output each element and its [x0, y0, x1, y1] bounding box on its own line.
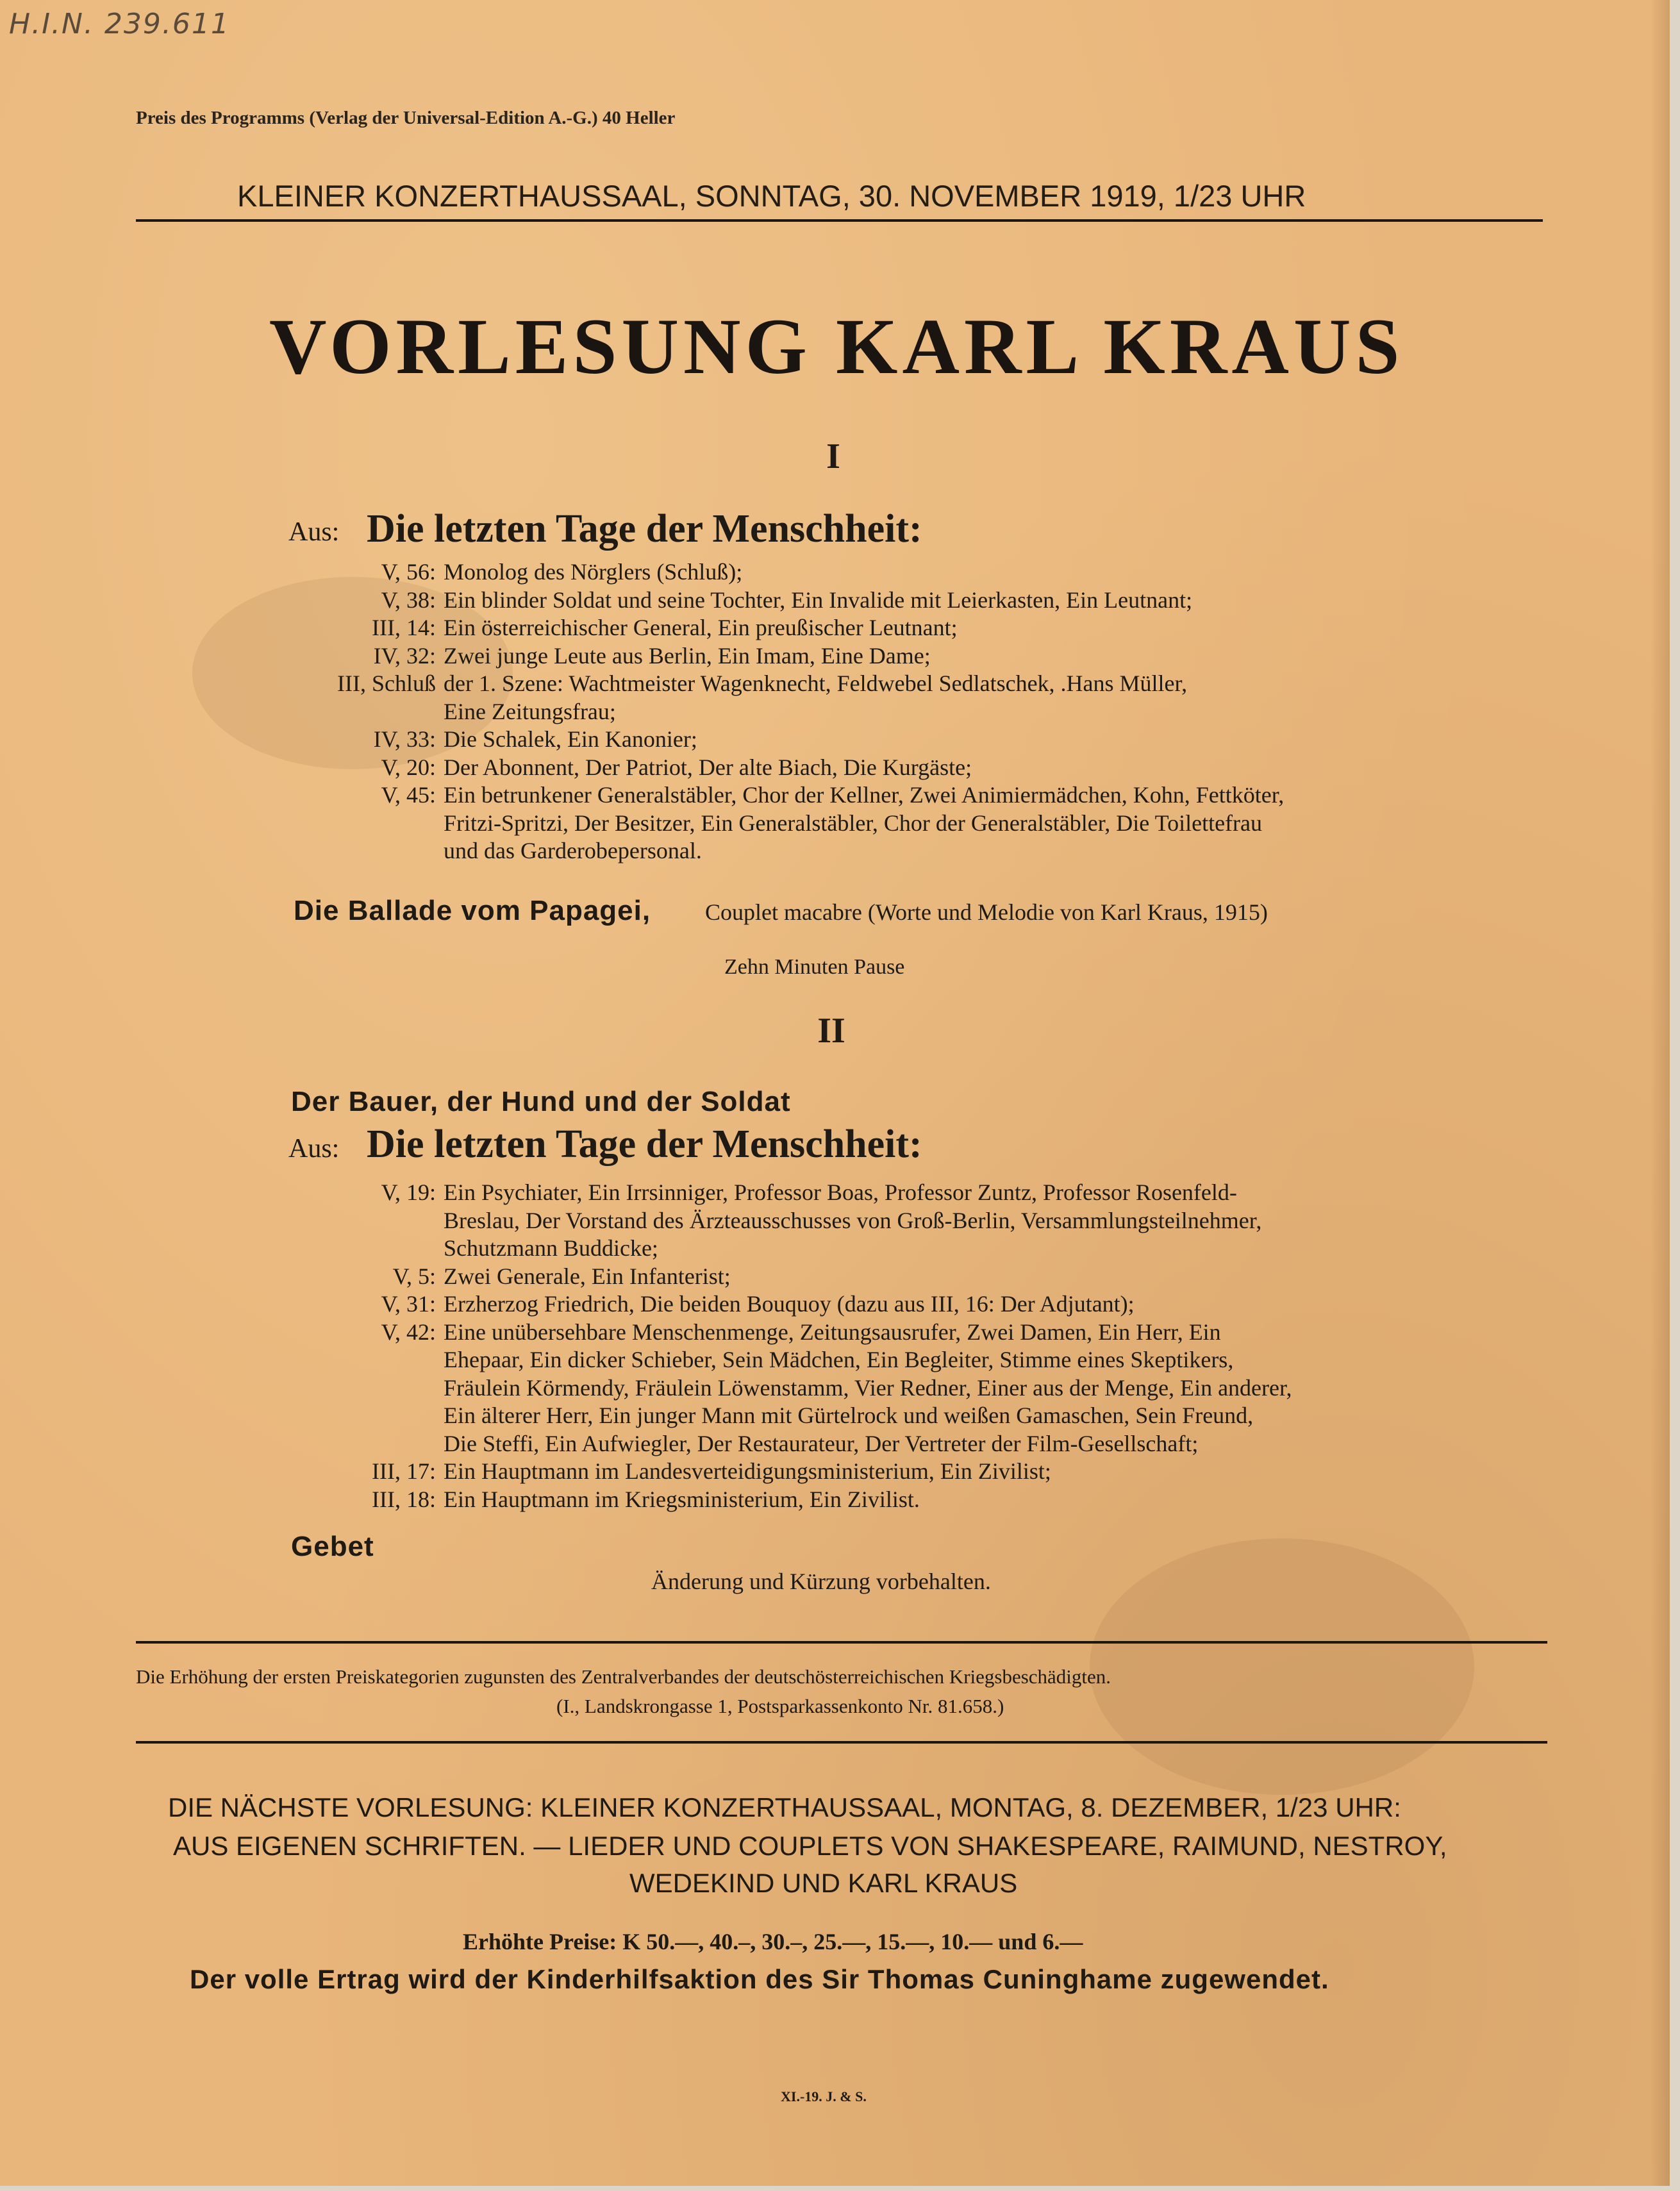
work-title: Die letzten Tage der Menschheit:	[367, 1122, 922, 1166]
scene-characters: Ein Hauptmann im Kriegsministerium, Ein Zivilist.	[444, 1486, 920, 1512]
paper-edge-shadow	[1651, 0, 1670, 2186]
next-reading-line-1: DIE NÄCHSTE VORLESUNG: KLEINER KONZERTHAUSSAAL, MONTAG, 8. DEZEMBER, 1/23 UHR:	[168, 1792, 1401, 1822]
ballade-title: Die Ballade vom Papagei,	[294, 895, 651, 926]
divider-top	[136, 1641, 1547, 1644]
scene-characters: Erzherzog Friedrich, Die beiden Bouquoy (dazu aus III, 16: Der Adjutant);	[444, 1291, 1135, 1317]
scene-characters: Ein Psychiater, Ein Irrsinniger, Professor Boas, Professor Zuntz, Professor Rosenfeld-	[444, 1179, 1237, 1205]
scene-ref: III, 17:	[372, 1458, 436, 1484]
scene-ref: III, Schluß	[337, 671, 436, 696]
scene-characters: Ehepaar, Ein dicker Schieber, Sein Mädchen, Ein Begleiter, Stimme eines Skeptikers,	[444, 1347, 1234, 1372]
scene-characters: Der Abonnent, Der Patriot, Der alte Biach, Die Kurgäste;	[444, 754, 972, 780]
scene-characters: Eine unübersehbare Menschenmenge, Zeitungsausrufer, Zwei Damen, Ein Herr, Ein	[444, 1319, 1221, 1345]
printer-mark: XI.-19. J. & S.	[781, 2088, 867, 2104]
work-title: Die letzten Tage der Menschheit:	[367, 507, 922, 551]
archive-mark: H.I.N. 239.611	[9, 8, 230, 40]
scene-ref: V, 45:	[381, 782, 436, 808]
price-line: Preis des Programms (Verlag der Universal-Edition A.-G.) 40 Heller	[136, 108, 676, 128]
scene-ref: V, 56:	[381, 559, 436, 585]
aus-label: Aus:	[288, 517, 340, 547]
scene-characters: Schutzmann Buddicke;	[444, 1235, 658, 1261]
scene-ref: V, 38:	[381, 587, 436, 613]
closing-piece: Gebet	[291, 1531, 374, 1562]
scene-characters: Ein betrunkener Generalstäbler, Chor der Kellner, Zwei Animiermädchen, Kohn, Fettköter,	[444, 782, 1285, 808]
piece-title: Der Bauer, der Hund und der Soldat	[291, 1086, 791, 1117]
scene-ref: V, 19:	[381, 1179, 436, 1205]
scene-characters: Breslau, Der Vorstand des Ärzteausschusses von Groß-Berlin, Versammlungsteilnehmer,	[444, 1207, 1262, 1233]
ballade-note: Couplet macabre (Worte und Melodie von Karl Kraus, 1915)	[705, 899, 1268, 925]
scene-ref: III, 18:	[372, 1486, 436, 1512]
venue-underline	[136, 219, 1543, 222]
scene-characters: Fritzi-Spritzi, Der Besitzer, Ein Generalstäbler, Chor der Generalstäbler, Die Toilettefrau	[444, 810, 1263, 836]
pause-note: Zehn Minuten Pause	[724, 955, 905, 979]
scene-characters: und das Garderobepersonal.	[444, 838, 702, 863]
divider-bottom	[136, 1741, 1547, 1744]
aus-label: Aus:	[288, 1134, 340, 1163]
page-title: VORLESUNG KARL KRAUS	[269, 303, 1404, 390]
scene-ref: V, 31:	[381, 1291, 436, 1317]
scene-ref: IV, 32:	[373, 642, 436, 669]
price-list: Erhöhte Preise: K 50.—, 40.–, 30.–, 25.—, 15.—, 10.— und 6.—	[463, 1929, 1083, 1954]
scene-characters: Eine Zeitungsfrau;	[444, 698, 616, 724]
scene-ref: V, 42:	[381, 1319, 436, 1345]
scene-characters: Die Steffi, Ein Aufwiegler, Der Restaurateur, Der Vertreter der Film-Gesellschaft;	[444, 1430, 1199, 1456]
scene-characters: Ein Hauptmann im Landesverteidigungsministerium, Ein Zivilist;	[444, 1458, 1051, 1484]
scene-ref: V, 20:	[381, 754, 436, 780]
scene-characters: Die Schalek, Ein Kanonier;	[444, 726, 697, 752]
reservation-note: Änderung und Kürzung vorbehalten.	[651, 1569, 991, 1594]
next-reading-line-3: WEDEKIND UND KARL KRAUS	[629, 1868, 1018, 1898]
venue-line: KLEINER KONZERTHAUSSAAL, SONNTAG, 30. NOVEMBER 1919, 1/23 UHR	[237, 179, 1306, 213]
scene-characters: Fräulein Körmendy, Fräulein Löwenstamm, Vier Redner, Einer aus der Menge, Ein anderer,	[444, 1374, 1292, 1401]
part-one-numeral: I	[826, 437, 840, 476]
scene-ref: IV, 33:	[373, 726, 436, 752]
part-two-numeral: II	[817, 1011, 845, 1051]
scene-characters: Ein älterer Herr, Ein junger Mann mit Gürtelrock und weißen Gamaschen, Sein Freund,	[444, 1403, 1254, 1428]
scene-characters: Monolog des Nörglers (Schluß);	[444, 559, 743, 585]
proceeds-note: Der volle Ertrag wird der Kinderhilfsaktion des Sir Thomas Cuninghame zugewendet.	[190, 1964, 1329, 1994]
scene-ref: V, 5:	[392, 1263, 436, 1289]
paper-stain	[1090, 1538, 1474, 1795]
scene-characters: Zwei junge Leute aus Berlin, Ein Imam, Eine Dame;	[444, 642, 931, 669]
scene-characters: Zwei Generale, Ein Infanterist;	[444, 1263, 731, 1289]
scene-ref: III, 14:	[372, 615, 436, 640]
next-reading-line-2: AUS EIGENEN SCHRIFTEN. — LIEDER UND COUPLETS VON SHAKESPEARE, RAIMUND, NESTROY,	[173, 1831, 1447, 1861]
beneficiary-line: Die Erhöhung der ersten Preiskategorien zugunsten des Zentralverbandes der deutschösterreichischen Kriegsbeschädigten.	[136, 1665, 1111, 1688]
scene-characters: Ein blinder Soldat und seine Tochter, Ein Invalide mit Leierkasten, Ein Leutnant;	[444, 587, 1193, 613]
scene-characters: der 1. Szene: Wachtmeister Wagenknecht, Feldwebel Sedlatschek, .Hans Müller,	[444, 671, 1188, 696]
scene-characters: Ein österreichischer General, Ein preußischer Leutnant;	[444, 615, 958, 640]
beneficiary-address: (I., Landskrongasse 1, Postsparkassenkonto Nr. 81.658.)	[556, 1695, 1004, 1717]
